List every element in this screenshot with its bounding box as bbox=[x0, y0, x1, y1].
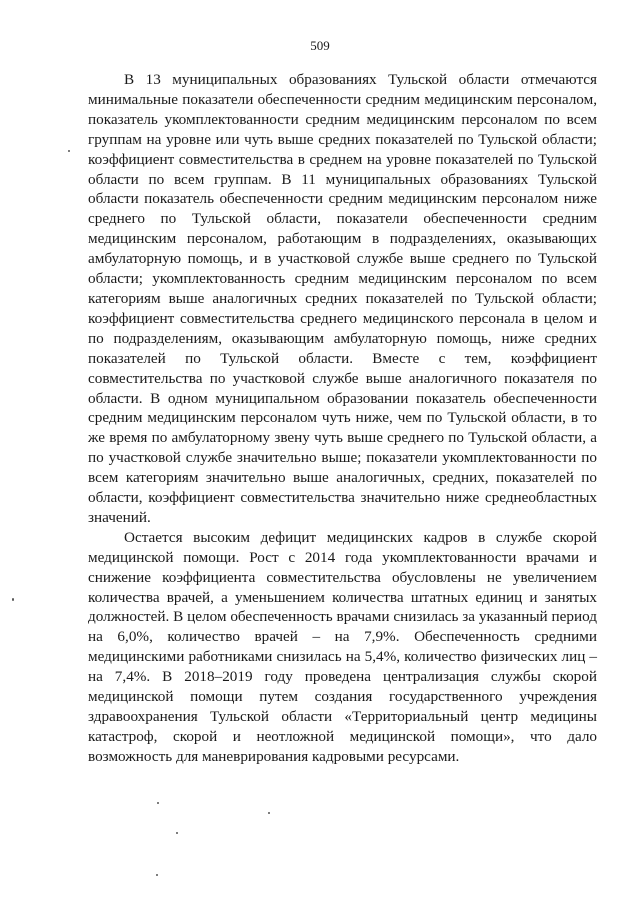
scan-speck bbox=[268, 812, 270, 814]
scan-speck bbox=[156, 874, 158, 876]
scan-speck bbox=[12, 598, 14, 601]
paragraph-muni-staffing: В 13 муниципальных образованиях Тульской области отмечаются минимальные показатели обеспеченности средним медицинским персоналом, показатель укомплектованности средним медицинским персоналом по всем группам на уровне или чуть выше средних показателей по Тульской области; коэффициент совместительства в среднем на уровне показателей по Тульской области по всем группам. В 11 муниципальных образованиях Тульской области показатель обеспеченности средним медицинским персоналом ниже среднего по Тульской области, показатели обеспеченности средним медицинским персоналом, работающим в подразделениях, оказывающих амбулаторную помощь, и в участковой службе выше среднего по Тульской области; укомплектованность средним медицинским персоналом по всем категориям выше аналогичных средних показателей по Тульской области; коэффициент совместительства среднего медицинского персонала в целом и по подразделениям, оказывающим амбулаторную помощь, ниже средних показателей по Тульской области. Вместе с тем, коэффициент совместительства по участковой службе выше аналогичного показателя по области. В одном муниципальном образовании показатель обеспеченности средним медицинским персоналом чуть ниже, чем по Тульской области, в то же время по амбулаторному звену чуть выше среднего по Тульской области, а по участковой службе значительно выше; показатели укомплектованности по всем категориям значительно выше аналогичных, средних, показателей по области, коэффициент совместительства значительно ниже среднеобластных значений. bbox=[88, 71, 597, 526]
scan-speck bbox=[176, 832, 178, 834]
paragraph-emergency-service: Остается высоким дефицит медицинских кадров в службе скорой медицинской помощи. Рост с 2014 года укомплектованности врачами и снижение коэффициента совместительства обусловлены не увеличением количества врачей, а уменьшением количества штатных единиц и занятых должностей. В целом обеспеченность врачами снизилась за указанный период на 6,0%, количество врачей – на 7,9%. Обеспеченность средними медицинскими работниками снизилась на 5,4%, количество физических лиц – на 7,4%. В 2018–2019 году проведена централизация службы скорой медицинской помощи путем создания государственного учреждения здравоохранения Тульской области «Территориальный центр медицины катастроф, скорой и неотложной медицинской помощи», что дало возможность для маневрирования кадровыми ресурсами. bbox=[88, 528, 597, 765]
document-body bbox=[88, 70, 597, 767]
scan-speck bbox=[68, 150, 70, 152]
page-number: 509 bbox=[310, 38, 330, 53]
scan-speck bbox=[157, 802, 159, 804]
